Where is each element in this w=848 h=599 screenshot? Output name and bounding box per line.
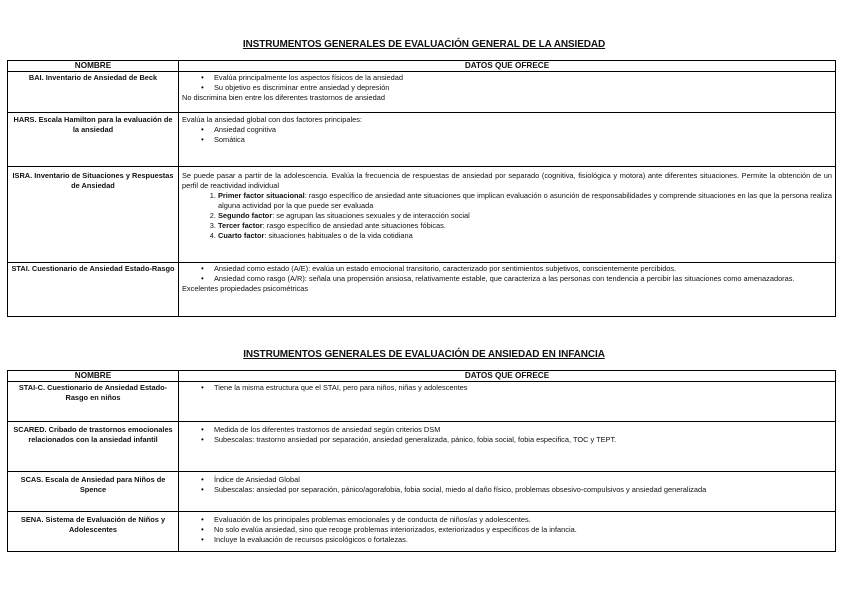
instrument-intro: Se puede pasar a partir de la adolescencia. Evalúa la frecuencia de respuestas de ansiedad por separado (cognitiva, fisiológica y motora) ante diferentes situaciones. Permite la obtención de un perfil de reactividad individual (182, 171, 832, 190)
factor-label: Cuarto factor (218, 231, 265, 240)
factor-text: : situaciones habituales o de la vida cotidiana (264, 231, 413, 240)
table-header-row (8, 61, 836, 72)
instrument-data (179, 167, 836, 263)
factor-label: Segundo factor (218, 211, 273, 220)
table-row (8, 422, 836, 472)
list-item (218, 231, 832, 241)
list-item (218, 211, 832, 221)
table-row (8, 382, 836, 422)
list-item: • Subescalas: ansiedad por separación, pánico/agorafobia, fobia social, miedo al daño físico, problemas obsesivo-compulsivos y ansiedad generalizada (214, 485, 832, 495)
instrument-name: STAI-C. Cuestionario de Ansiedad Estado-Rasgo en niños (8, 382, 179, 422)
instrument-name: STAI. Cuestionario de Ansiedad Estado-Rasgo (8, 263, 179, 317)
instrument-data (179, 472, 836, 512)
list-item: • Su objetivo es discriminar entre ansiedad y depresión (214, 83, 832, 93)
list-item: • No solo evalúa ansiedad, sino que recoge problemas interiorizados, exteriorizados y específicos de la infancia. (214, 525, 832, 535)
instrument-data (179, 382, 836, 422)
instrument-intro: Evalúa la ansiedad global con dos factores principales: (182, 115, 362, 124)
col-header-data: DATOS QUE OFRECE (179, 371, 836, 382)
instrument-name: ISRA. Inventario de Situaciones y Respuestas de Ansiedad (8, 167, 179, 263)
child-anxiety-table (7, 370, 836, 552)
list-item: • Evaluación de los principales problemas emocionales y de conducta de niños/as y adolescentes. (214, 515, 832, 525)
table-row (8, 263, 836, 317)
col-header-name: NOMBRE (8, 61, 179, 72)
factor-text: : se agrupan las situaciones sexuales y de interacción social (272, 211, 470, 220)
list-item: • Medida de los diferentes trastornos de ansiedad según criterios DSM (214, 425, 832, 435)
instrument-data (179, 422, 836, 472)
col-header-data: DATOS QUE OFRECE (179, 61, 836, 72)
table-header-row (8, 371, 836, 382)
table-row (8, 113, 836, 167)
instrument-note: No discrimina bien entre los diferentes trastornos de ansiedad (182, 93, 385, 102)
col-header-name: NOMBRE (8, 371, 179, 382)
instrument-name: SCARED. Cribado de trastornos emocionales relacionados con la ansiedad infantil (8, 422, 179, 472)
list-item: • Ansiedad como rasgo (A/R): señala una propensión ansiosa, relativamente estable, que caracteriza a las personas con tendencia a percibir las situaciones como amenazadoras. (214, 274, 832, 284)
list-item (218, 191, 832, 211)
list-item: • Índice de Ansiedad Global (214, 475, 832, 485)
section2-title: INSTRUMENTOS GENERALES DE EVALUACIÓN DE ANSIEDAD EN INFANCIA (243, 349, 605, 360)
list-item: • Ansiedad cognitiva (214, 125, 832, 135)
instrument-name: SENA. Sistema de Evaluación de Niños y Adolescentes (8, 512, 179, 552)
table-row (8, 72, 836, 113)
instrument-name: BAI. Inventario de Ansiedad de Beck (8, 72, 179, 113)
factor-label: Tercer factor (218, 221, 263, 230)
list-item: • Subescalas: trastorno ansiedad por separación, ansiedad generalizada, pánico, fobia social, fobia especifica, TOC y TEPT. (214, 435, 832, 445)
list-item: • Evalúa principalmente los aspectos físicos de la ansiedad (214, 73, 832, 83)
instrument-data (179, 263, 836, 317)
list-item: • Incluye la evaluación de recursos psicológicos o fortalezas. (214, 535, 832, 545)
instrument-data (179, 72, 836, 113)
factor-text: : rasgo específico de ansiedad ante situaciones fóbicas. (262, 221, 446, 230)
instrument-data (179, 512, 836, 552)
instrument-data (179, 113, 836, 167)
instrument-name: HARS. Escala Hamilton para la evaluación de la ansiedad (8, 113, 179, 167)
list-item: • Ansiedad como estado (A/E): evalúa un estado emocional transitorio, caracterizado por sentimientos subjetivos, conscientemente percibidos. (214, 264, 832, 274)
list-item: • Tiene la misma estructura que el STAI, pero para niños, niñas y adolescentes (214, 383, 832, 393)
table-row (8, 512, 836, 552)
factor-text: : rasgo específico de ansiedad ante situaciones que implican evaluación o asunción de responsabilidades y comprende situaciones en las que la persona realiza alguna actividad por la que puede ser evaluada (218, 191, 832, 210)
factor-label: Primer factor situacional (218, 191, 305, 200)
instrument-name: SCAS. Escala de Ansiedad para Niños de Spence (8, 472, 179, 512)
list-item: • Somática (214, 135, 832, 145)
table-row (8, 472, 836, 512)
section1-title: INSTRUMENTOS GENERALES DE EVALUACIÓN GENERAL DE LA ANSIEDAD (242, 39, 606, 50)
list-item (218, 221, 832, 231)
general-anxiety-table (7, 60, 836, 317)
table-row (8, 167, 836, 263)
instrument-note: Excelentes propiedades psicométricas (182, 284, 309, 293)
